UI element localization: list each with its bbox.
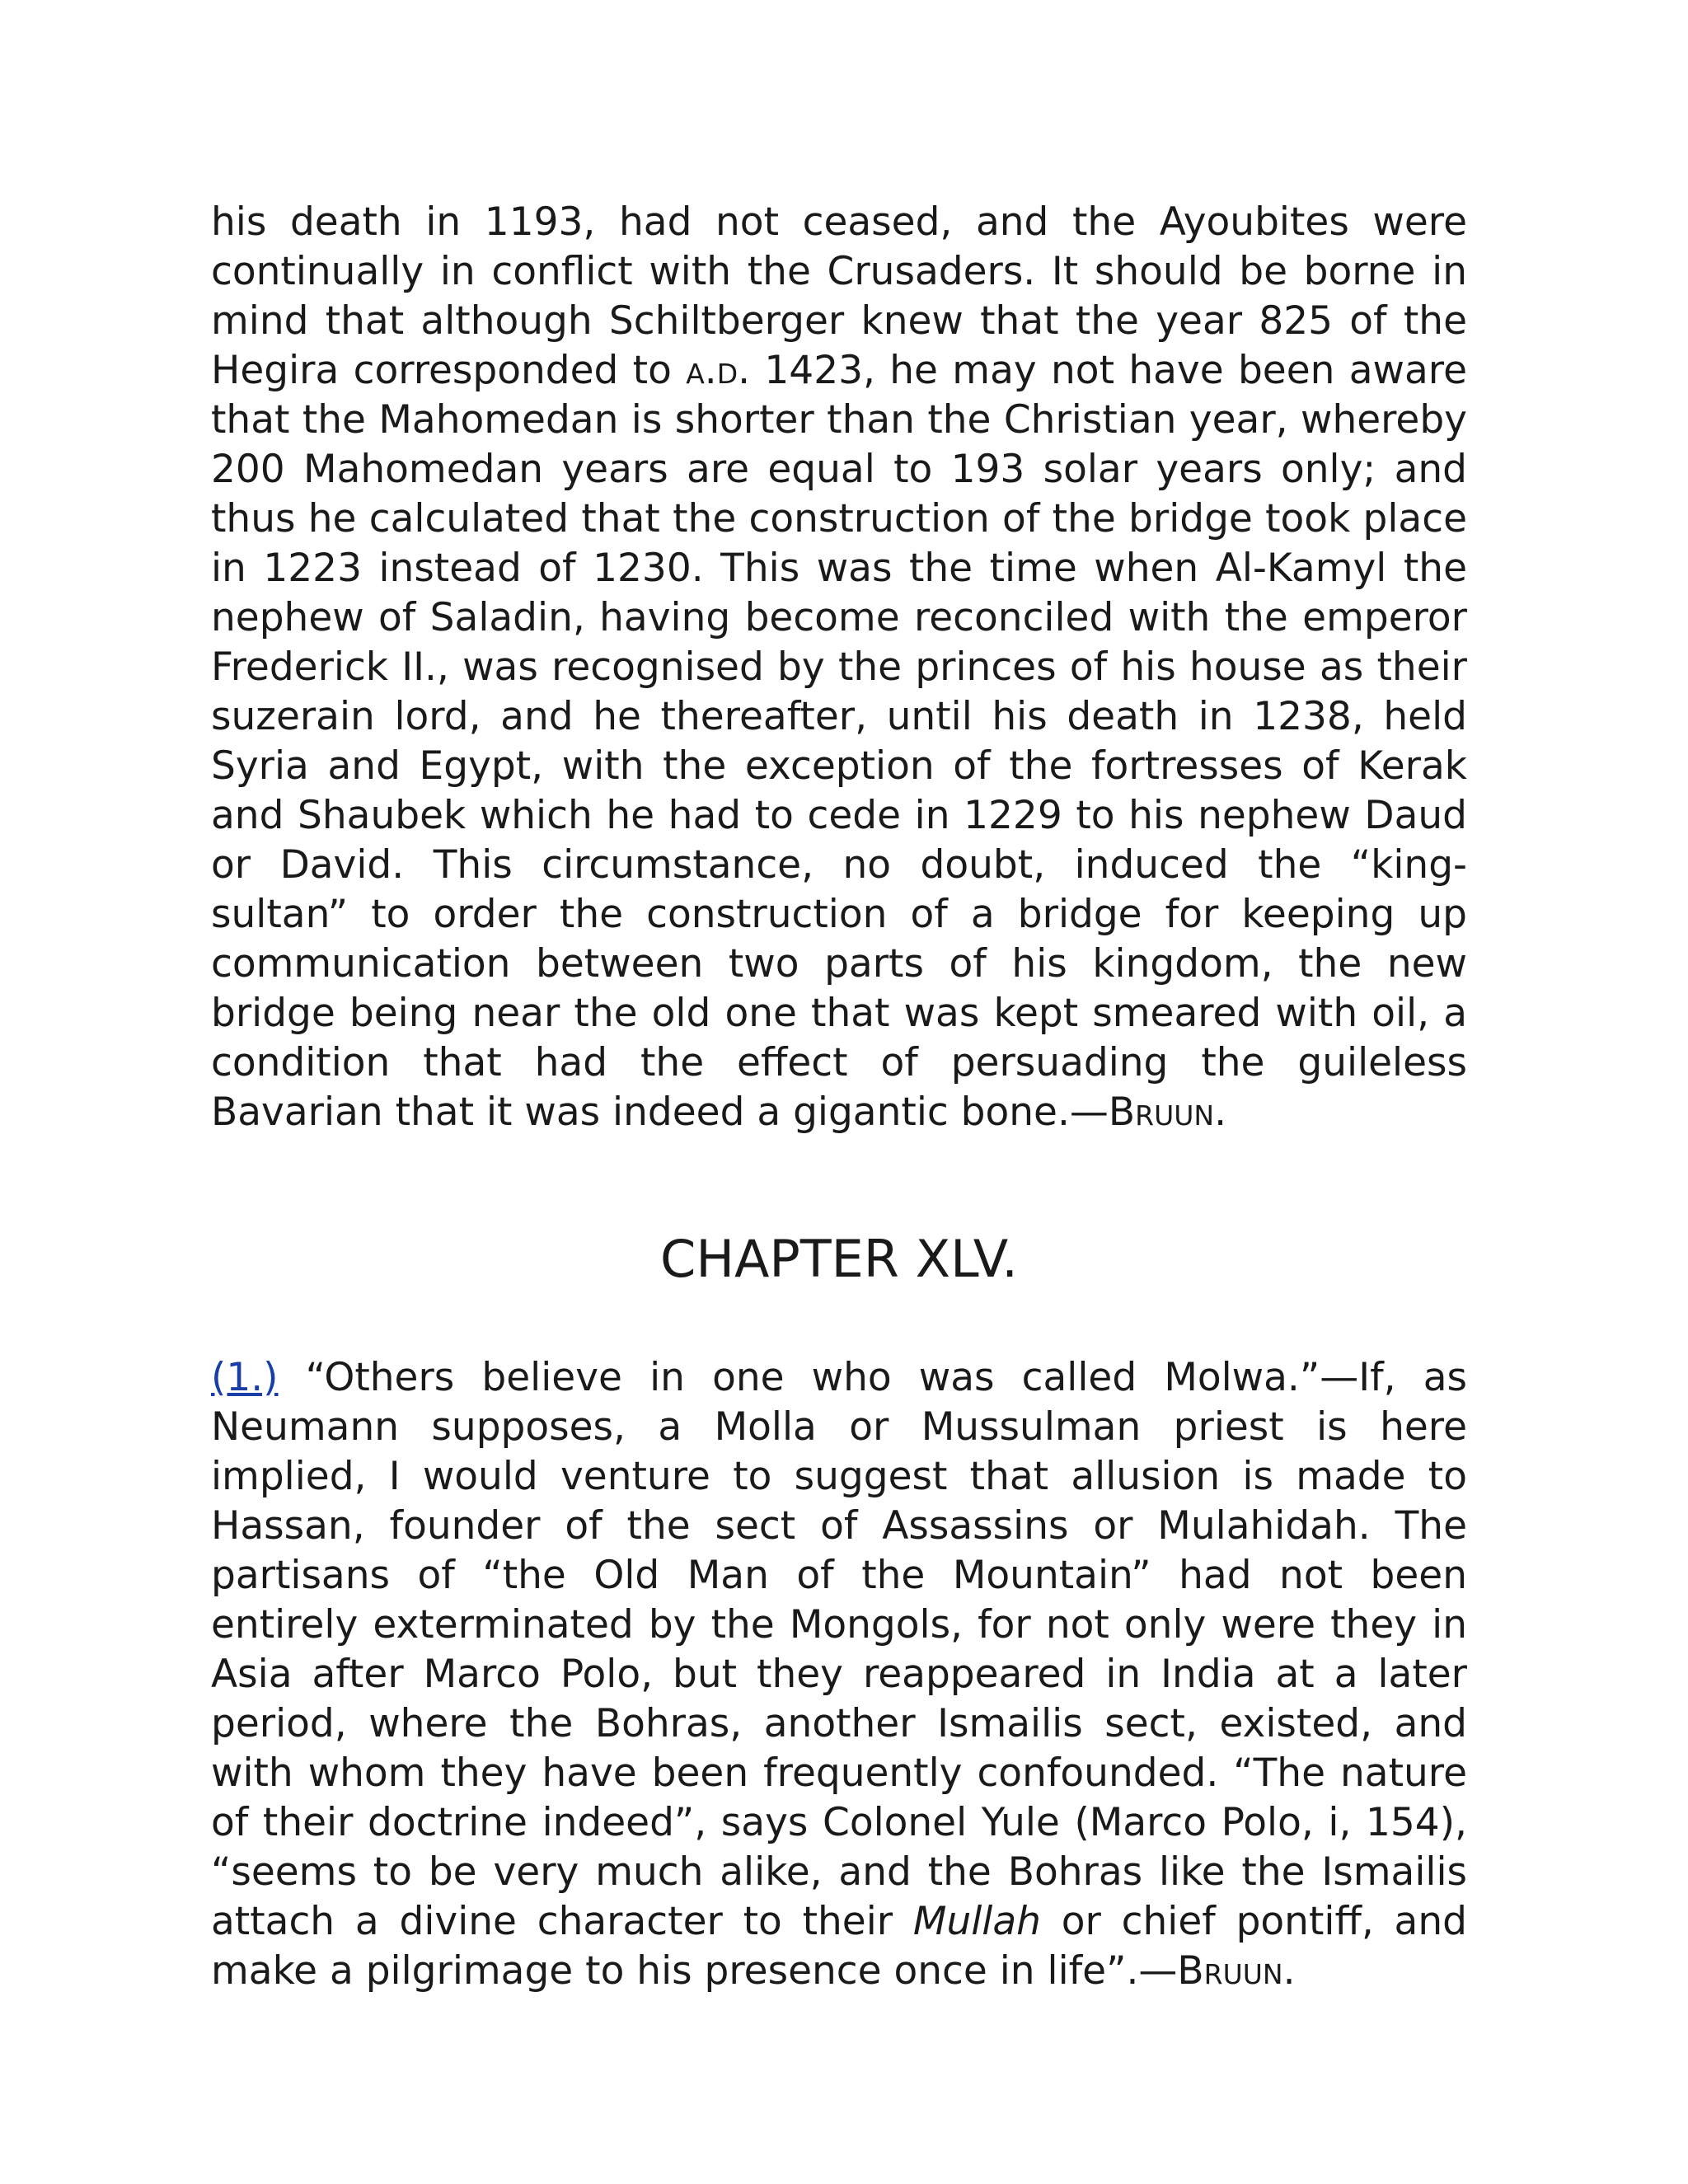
note-paragraph-continued [211,198,1467,1137]
italic-term: Mullah [912,1899,1041,1944]
note-text-part-2: 1423, he may not have been aware that the Mahomedan is shorter than the Christian year, whereby 200 Mahomedan years are equal to 193 solar years only; and thus he calculated that the construction of the bridge took place in 1223 instead of 1230. This was the time when Al-Kamyl the nephew of Saladin, having become reconciled with the emperor Frederick II., was recognised by the princes of his house as their suzerain lord, and he thereafter, until his death in 1238, held Syria and Egypt, with the exception of the fortresses of Kerak and Shaubek which he had to cede in 1229 to his nephew Daud or David. This circumstance, no doubt, induced the “king-sultan” to order the construction of a bridge for keeping up communication between two parts of his kingdom, the new bridge being near the old one that was kept smeared with oil, a condition that had the effect of persuading the guileless Bavarian that it was indeed a gigantic bone.— [211,348,1467,1135]
attribution-period: . [1282,1948,1296,1994]
note-1-text-part-2: or chief pontiff, and make a pilgrimage to his presence once in life”.— [211,1899,1467,1994]
attribution-author: Bruun [1108,1090,1215,1135]
note-paragraph-1 [211,1353,1467,1996]
page-content [211,198,1467,1996]
note-text-part-1: his death in 1193, had not ceased, and the Ayoubites were continually in conflict with the Crusaders. It should be borne in mind that although Schiltberger knew that the year 825 of the Hegira corresponded to [211,199,1467,393]
attribution-period: . [1214,1090,1227,1135]
note-1-text-part-1: “Others believe in one who was called Molwa.”—If, as Neumann supposes, a Molla or Mussulman priest is here implied, I would venture to suggest that allusion is made to Hassan, founder of the sect of Assassins or Mulahidah. The partisans of “the Old Man of the Mountain” had not been entirely exterminated by the Mongols, for not only were they in Asia after Marco Polo, but they reappeared in India at a later period, where the Bohras, another Ismailis sect, existed, and with whom they have been frequently confounded. “The nature of their doctrine indeed”, says Colonel Yule (Marco Polo, i, 154), “seems to be very much alike, and the Bohras like the Ismailis attach a divine character to their [211,1355,1467,1944]
footnote-link[interactable]: (1.) [211,1355,279,1400]
chapter-heading: CHAPTER XLV. [660,1229,1018,1289]
attribution-author: Bruun [1177,1948,1283,1994]
era-abbreviation: a.d. [686,348,751,393]
